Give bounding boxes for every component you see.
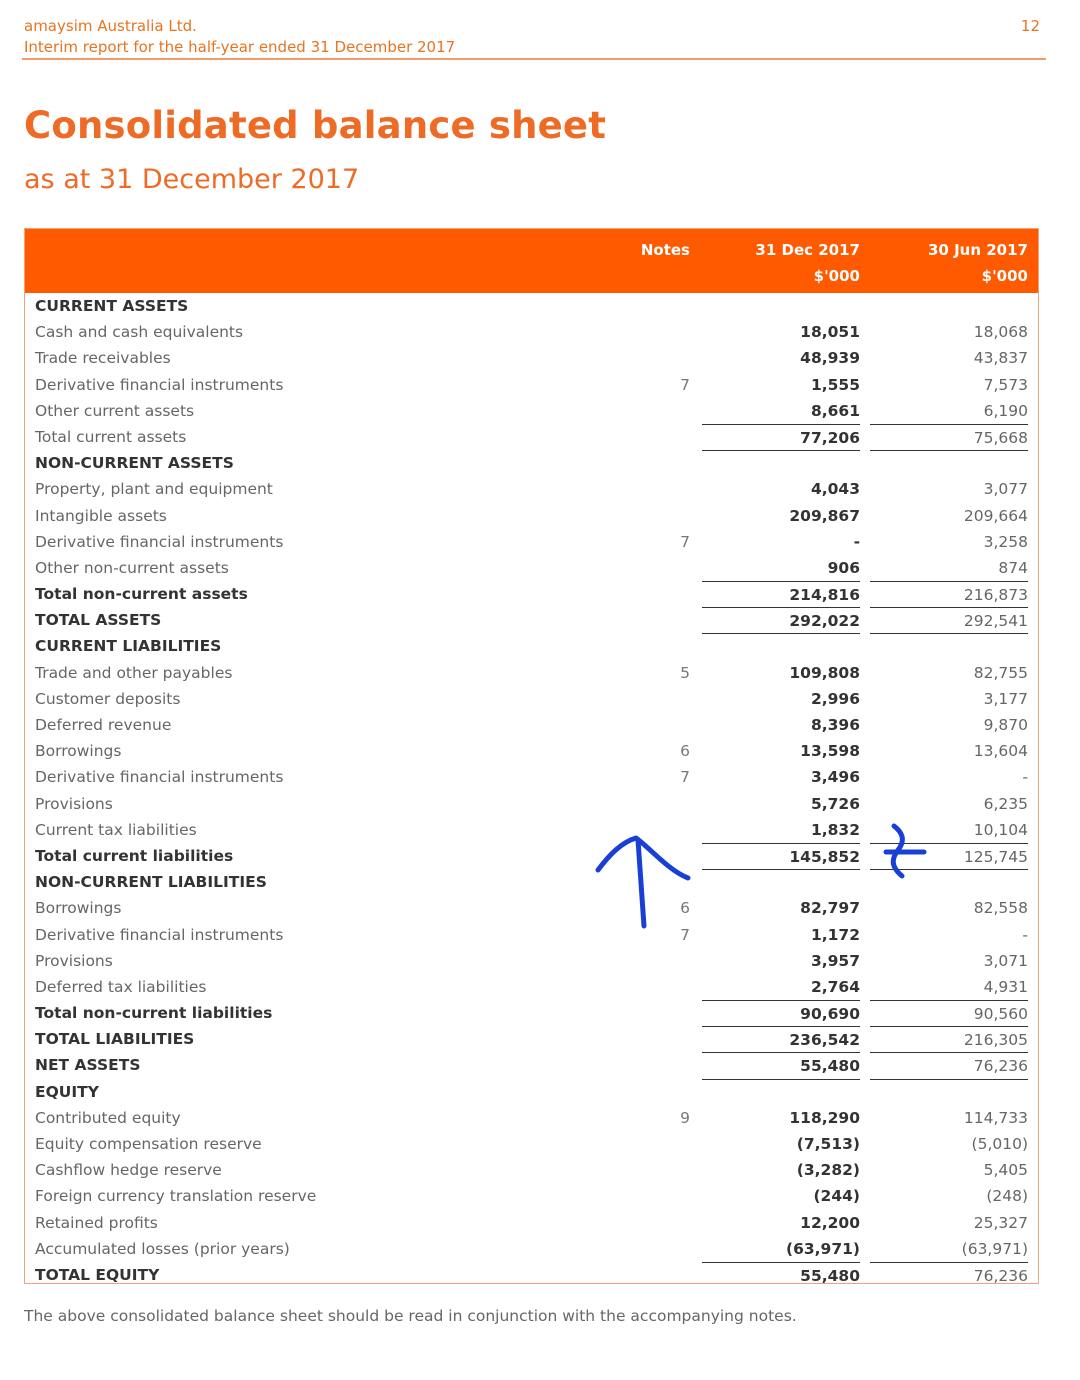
row-label: Trade receivables xyxy=(35,349,171,368)
table-row xyxy=(25,974,1038,1000)
row-value-dec-2017: 82,797 xyxy=(800,899,860,918)
row-label: Provisions xyxy=(35,951,113,970)
page-title: Consolidated balance sheet xyxy=(24,104,607,147)
header-col2-date: 30 Jun 2017 xyxy=(927,241,1028,259)
row-value-jun-2017: 7,573 xyxy=(983,375,1028,394)
header-col1-date: 31 Dec 2017 xyxy=(755,241,860,259)
row-value-jun-2017: 10,104 xyxy=(973,820,1028,839)
row-label: NON-CURRENT ASSETS xyxy=(35,454,234,473)
row-label: Total current assets xyxy=(35,427,187,446)
row-value-dec-2017: 3,496 xyxy=(810,768,860,787)
table-row xyxy=(25,660,1038,686)
row-value-jun-2017: 6,190 xyxy=(983,401,1028,420)
row-label: NON-CURRENT LIABILITIES xyxy=(35,873,267,892)
row-label: Current tax liabilities xyxy=(35,820,197,839)
row-label: Trade and other payables xyxy=(35,663,233,682)
row-label: TOTAL ASSETS xyxy=(35,611,162,630)
row-value-dec-2017: 209,867 xyxy=(789,506,860,525)
table-header xyxy=(25,229,1038,293)
table-row xyxy=(25,633,1038,659)
row-value-jun-2017: 76,236 xyxy=(870,1262,1028,1289)
row-value-dec-2017: 13,598 xyxy=(800,742,860,761)
row-value-dec-2017: 1,555 xyxy=(810,375,860,394)
table-row xyxy=(25,293,1038,319)
row-value-jun-2017: 216,305 xyxy=(870,1026,1028,1053)
row-note: 7 xyxy=(680,375,690,394)
row-label: Deferred tax liabilities xyxy=(35,977,207,996)
row-value-dec-2017: - xyxy=(853,532,860,551)
row-label: CURRENT ASSETS xyxy=(35,297,189,315)
row-label: Contributed equity xyxy=(35,1108,181,1127)
page-number: 12 xyxy=(1020,17,1040,35)
row-note: 6 xyxy=(680,899,690,918)
row-label: Borrowings xyxy=(35,742,122,761)
header-notes: Notes xyxy=(640,241,690,259)
row-label: Derivative financial instruments xyxy=(35,768,284,787)
row-value-dec-2017: 12,200 xyxy=(800,1213,860,1232)
table-row xyxy=(25,1262,1038,1288)
table-row xyxy=(25,738,1038,764)
row-label: Total non-current liabilities xyxy=(35,1004,273,1023)
row-label: Intangible assets xyxy=(35,506,167,525)
row-value-dec-2017: 2,996 xyxy=(810,689,860,708)
row-value-jun-2017: 5,405 xyxy=(983,1161,1028,1180)
row-label: Borrowings xyxy=(35,899,122,918)
row-label: Customer deposits xyxy=(35,689,181,708)
row-note: 7 xyxy=(680,925,690,944)
row-value-dec-2017: (3,282) xyxy=(796,1161,860,1180)
row-value-dec-2017 xyxy=(702,869,860,870)
row-label: Foreign currency translation reserve xyxy=(35,1187,317,1206)
row-note: 6 xyxy=(680,742,690,761)
row-value-jun-2017: 13,604 xyxy=(973,742,1028,761)
row-label: Total current liabilities xyxy=(35,846,234,865)
row-value-jun-2017 xyxy=(870,450,1028,451)
table-row xyxy=(25,1131,1038,1157)
row-value-dec-2017: 48,939 xyxy=(800,349,860,368)
row-value-dec-2017: (7,513) xyxy=(796,1135,860,1153)
table-row xyxy=(25,450,1038,476)
row-value-jun-2017: 292,541 xyxy=(870,607,1028,634)
row-value-jun-2017 xyxy=(870,1079,1028,1080)
table-row xyxy=(25,712,1038,738)
row-value-dec-2017: 109,808 xyxy=(789,663,860,682)
table-row xyxy=(25,503,1038,529)
row-value-dec-2017: 77,206 xyxy=(702,424,860,451)
header-rule xyxy=(22,58,1046,60)
row-label: NET ASSETS xyxy=(35,1056,141,1075)
row-note: 7 xyxy=(680,768,690,787)
row-value-jun-2017: - xyxy=(1022,768,1028,787)
row-value-dec-2017: 4,043 xyxy=(810,480,860,499)
row-value-dec-2017: 55,480 xyxy=(702,1262,860,1289)
table-row xyxy=(25,345,1038,371)
row-label: Other non-current assets xyxy=(35,558,229,577)
header-col1-unit: $'000 xyxy=(813,267,860,285)
table-row xyxy=(25,581,1038,607)
row-value-jun-2017: 18,068 xyxy=(973,323,1028,342)
row-value-jun-2017: 209,664 xyxy=(963,506,1028,525)
row-value-dec-2017 xyxy=(702,633,860,634)
row-label: Total non-current assets xyxy=(35,585,248,604)
row-note: 7 xyxy=(680,532,690,551)
row-note: 5 xyxy=(680,663,690,682)
table-row xyxy=(25,1105,1038,1131)
row-value-dec-2017: 5,726 xyxy=(810,794,860,813)
row-label: EQUITY xyxy=(35,1082,99,1101)
row-value-jun-2017: 75,668 xyxy=(870,424,1028,451)
table-row xyxy=(25,529,1038,555)
row-value-jun-2017: (5,010) xyxy=(971,1135,1028,1153)
row-value-dec-2017: (63,971) xyxy=(786,1239,860,1258)
row-value-jun-2017: (248) xyxy=(986,1187,1028,1206)
row-value-dec-2017: 145,852 xyxy=(702,843,860,870)
row-label: Accumulated losses (prior years) xyxy=(35,1239,290,1258)
table-row xyxy=(25,319,1038,345)
row-value-dec-2017: 3,957 xyxy=(810,951,860,970)
row-value-dec-2017: 118,290 xyxy=(789,1108,860,1127)
row-label: Derivative financial instruments xyxy=(35,375,284,394)
table-row xyxy=(25,764,1038,790)
company-name: amaysim Australia Ltd. xyxy=(24,17,197,35)
row-value-jun-2017: 76,236 xyxy=(870,1052,1028,1079)
row-value-dec-2017: 1,172 xyxy=(810,925,860,944)
row-value-jun-2017: 90,560 xyxy=(870,1000,1028,1027)
row-value-jun-2017: 3,177 xyxy=(983,689,1028,708)
row-value-jun-2017: 125,745 xyxy=(870,843,1028,870)
table-row xyxy=(25,686,1038,712)
row-value-jun-2017: 43,837 xyxy=(973,349,1028,368)
report-subtitle: Interim report for the half-year ended 31 December 2017 xyxy=(24,38,456,56)
row-label: Cash and cash equivalents xyxy=(35,323,244,342)
table-row xyxy=(25,948,1038,974)
table-row xyxy=(25,1157,1038,1183)
table-row xyxy=(25,1236,1038,1262)
row-value-jun-2017: 9,870 xyxy=(983,716,1028,734)
table-row xyxy=(25,476,1038,502)
row-value-jun-2017: 216,873 xyxy=(870,581,1028,608)
row-value-jun-2017 xyxy=(870,633,1028,634)
row-value-jun-2017: 3,077 xyxy=(983,480,1028,499)
row-value-jun-2017: 25,327 xyxy=(973,1213,1028,1232)
row-label: TOTAL LIABILITIES xyxy=(35,1030,195,1049)
table-row xyxy=(25,1000,1038,1026)
row-value-dec-2017: 90,690 xyxy=(702,1000,860,1027)
row-value-dec-2017: 8,396 xyxy=(810,716,860,734)
row-label: Derivative financial instruments xyxy=(35,925,284,944)
row-value-jun-2017: 3,071 xyxy=(983,951,1028,970)
row-value-jun-2017: 874 xyxy=(998,558,1028,577)
row-value-dec-2017 xyxy=(702,450,860,451)
table-row xyxy=(25,555,1038,581)
row-label: Other current assets xyxy=(35,401,195,420)
row-value-jun-2017: 4,931 xyxy=(983,977,1028,996)
table-row xyxy=(25,424,1038,450)
row-label: Derivative financial instruments xyxy=(35,532,284,551)
table-row xyxy=(25,372,1038,398)
table-row xyxy=(25,1026,1038,1052)
row-value-dec-2017: 292,022 xyxy=(702,607,860,634)
row-value-jun-2017: 82,755 xyxy=(973,663,1028,682)
row-note: 9 xyxy=(680,1108,690,1127)
row-value-dec-2017: 906 xyxy=(827,558,860,577)
row-label: Equity compensation reserve xyxy=(35,1135,262,1153)
row-value-dec-2017: 214,816 xyxy=(702,581,860,608)
row-value-dec-2017 xyxy=(702,1079,860,1080)
table-row xyxy=(25,607,1038,633)
table-row xyxy=(25,791,1038,817)
row-value-dec-2017: 2,764 xyxy=(810,977,860,996)
row-label: CURRENT LIABILITIES xyxy=(35,637,222,656)
row-value-jun-2017: (63,971) xyxy=(961,1239,1028,1258)
table-row xyxy=(25,1052,1038,1078)
row-label: Provisions xyxy=(35,794,113,813)
row-value-dec-2017: 18,051 xyxy=(800,323,860,342)
row-value-jun-2017: - xyxy=(1022,925,1028,944)
row-label: Cashflow hedge reserve xyxy=(35,1161,222,1180)
table-row xyxy=(25,1079,1038,1105)
header-col2-unit: $'000 xyxy=(981,267,1028,285)
row-value-dec-2017: 236,542 xyxy=(702,1026,860,1053)
page-subtitle: as at 31 December 2017 xyxy=(24,164,360,195)
table-row xyxy=(25,1183,1038,1209)
row-value-dec-2017: 8,661 xyxy=(810,401,860,420)
row-value-jun-2017: 3,258 xyxy=(983,532,1028,551)
row-value-jun-2017: 82,558 xyxy=(973,899,1028,918)
table-row xyxy=(25,398,1038,424)
row-value-jun-2017: 6,235 xyxy=(983,794,1028,813)
table-row xyxy=(25,1210,1038,1236)
footer-note: The above consolidated balance sheet should be read in conjunction with the accompanying notes. xyxy=(24,1307,797,1325)
row-value-jun-2017: 114,733 xyxy=(963,1108,1028,1127)
up-arrow-icon xyxy=(590,828,700,932)
row-value-dec-2017: 1,832 xyxy=(810,820,860,839)
row-label: Property, plant and equipment xyxy=(35,480,273,499)
table-row xyxy=(25,922,1038,948)
balance-sheet-table xyxy=(24,228,1039,1284)
left-arrow-icon xyxy=(880,822,932,882)
row-label: TOTAL EQUITY xyxy=(35,1265,160,1284)
row-value-dec-2017: 55,480 xyxy=(702,1052,860,1079)
row-value-dec-2017: (244) xyxy=(813,1187,860,1206)
row-label: Retained profits xyxy=(35,1213,158,1232)
row-label: Deferred revenue xyxy=(35,716,172,734)
table-body xyxy=(25,293,1038,1288)
table-row xyxy=(25,895,1038,921)
